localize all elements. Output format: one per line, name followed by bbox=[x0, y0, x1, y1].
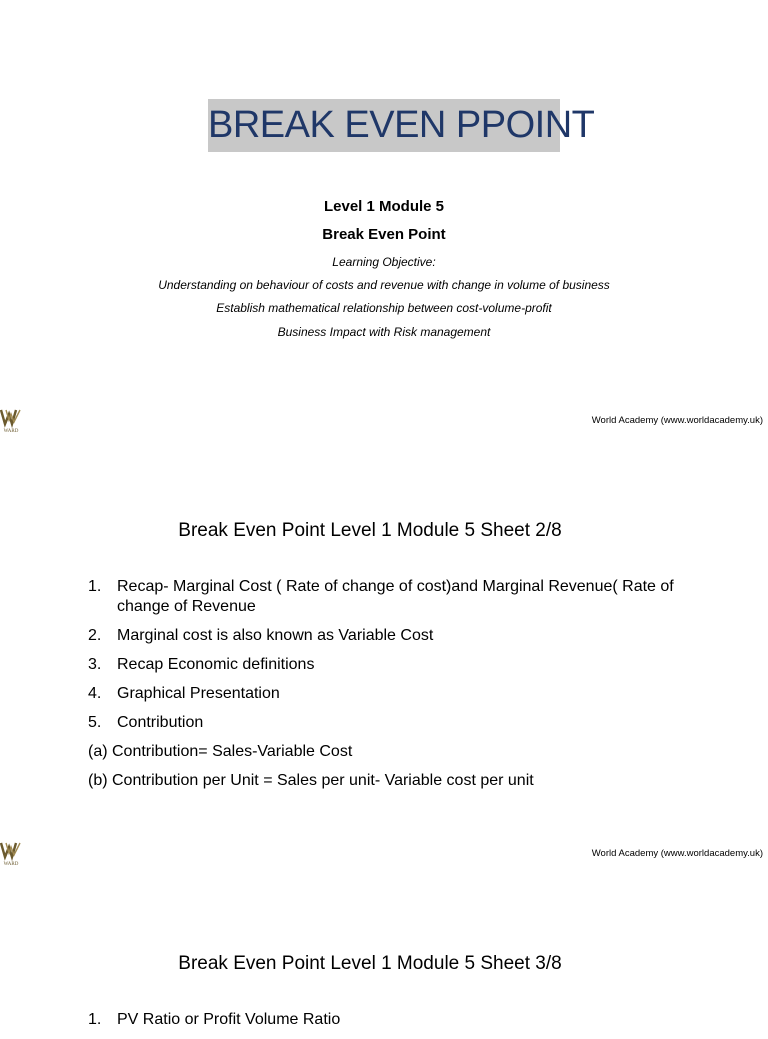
list-number: 3. bbox=[88, 656, 102, 673]
slide-1 bbox=[0, 0, 768, 433]
list-number: 2. bbox=[88, 627, 102, 644]
list-number: 5. bbox=[88, 714, 102, 731]
module-label: Level 1 Module 5 bbox=[323, 198, 445, 215]
world-academy-logo bbox=[0, 841, 22, 867]
list-text: (b) Contribution per Unit = Sales per unit- Variable cost per unit bbox=[88, 772, 534, 789]
logo-wordmark: WARD bbox=[3, 429, 19, 434]
objective-item: Business Impact with Risk management bbox=[277, 325, 491, 339]
list-number: 1. bbox=[88, 578, 102, 595]
footer-credit: World Academy (www.worldacademy.uk) bbox=[591, 415, 763, 426]
objective-item: Establish mathematical relationship between cost-volume-profit bbox=[216, 301, 552, 315]
list-item bbox=[88, 742, 708, 762]
list-number: 4. bbox=[88, 685, 102, 702]
list-item bbox=[88, 1010, 708, 1030]
list-number: 1. bbox=[88, 1011, 102, 1028]
slide-2 bbox=[0, 433, 768, 866]
list-item bbox=[88, 655, 708, 675]
list-text: (a) Contribution= Sales-Variable Cost bbox=[88, 743, 353, 760]
topic-list bbox=[88, 1010, 708, 1039]
list-text: Recap- Marginal Cost ( Rate of change of cost)and Marginal Revenue( Rate of change of Revenue bbox=[117, 578, 674, 615]
list-text: Recap Economic definitions bbox=[117, 656, 315, 673]
main-title: BREAK EVEN PPOINT bbox=[208, 99, 560, 152]
list-text: PV Ratio or Profit Volume Ratio bbox=[117, 1011, 341, 1028]
world-academy-logo bbox=[0, 408, 22, 434]
sheet-title: Break Even Point Level 1 Module 5 Sheet 2/8 bbox=[178, 520, 562, 541]
list-item bbox=[88, 771, 708, 791]
list-text: Contribution bbox=[117, 714, 204, 731]
topic-list bbox=[88, 577, 708, 800]
topic-label: Break Even Point bbox=[322, 226, 446, 243]
sheet-title: Break Even Point Level 1 Module 5 Sheet 3/8 bbox=[178, 953, 562, 974]
list-text: Graphical Presentation bbox=[117, 685, 280, 702]
list-item bbox=[88, 684, 708, 704]
footer-credit: World Academy (www.worldacademy.uk) bbox=[591, 848, 763, 859]
slide-3 bbox=[0, 866, 768, 1026]
list-item bbox=[88, 713, 708, 733]
objective-heading: Learning Objective: bbox=[332, 255, 436, 269]
objective-item: Understanding on behaviour of costs and revenue with change in volume of business bbox=[158, 278, 610, 292]
logo-wordmark: WARD bbox=[3, 862, 19, 867]
list-item bbox=[88, 577, 708, 617]
list-text: Marginal cost is also known as Variable Cost bbox=[117, 627, 434, 644]
list-item bbox=[88, 626, 708, 646]
